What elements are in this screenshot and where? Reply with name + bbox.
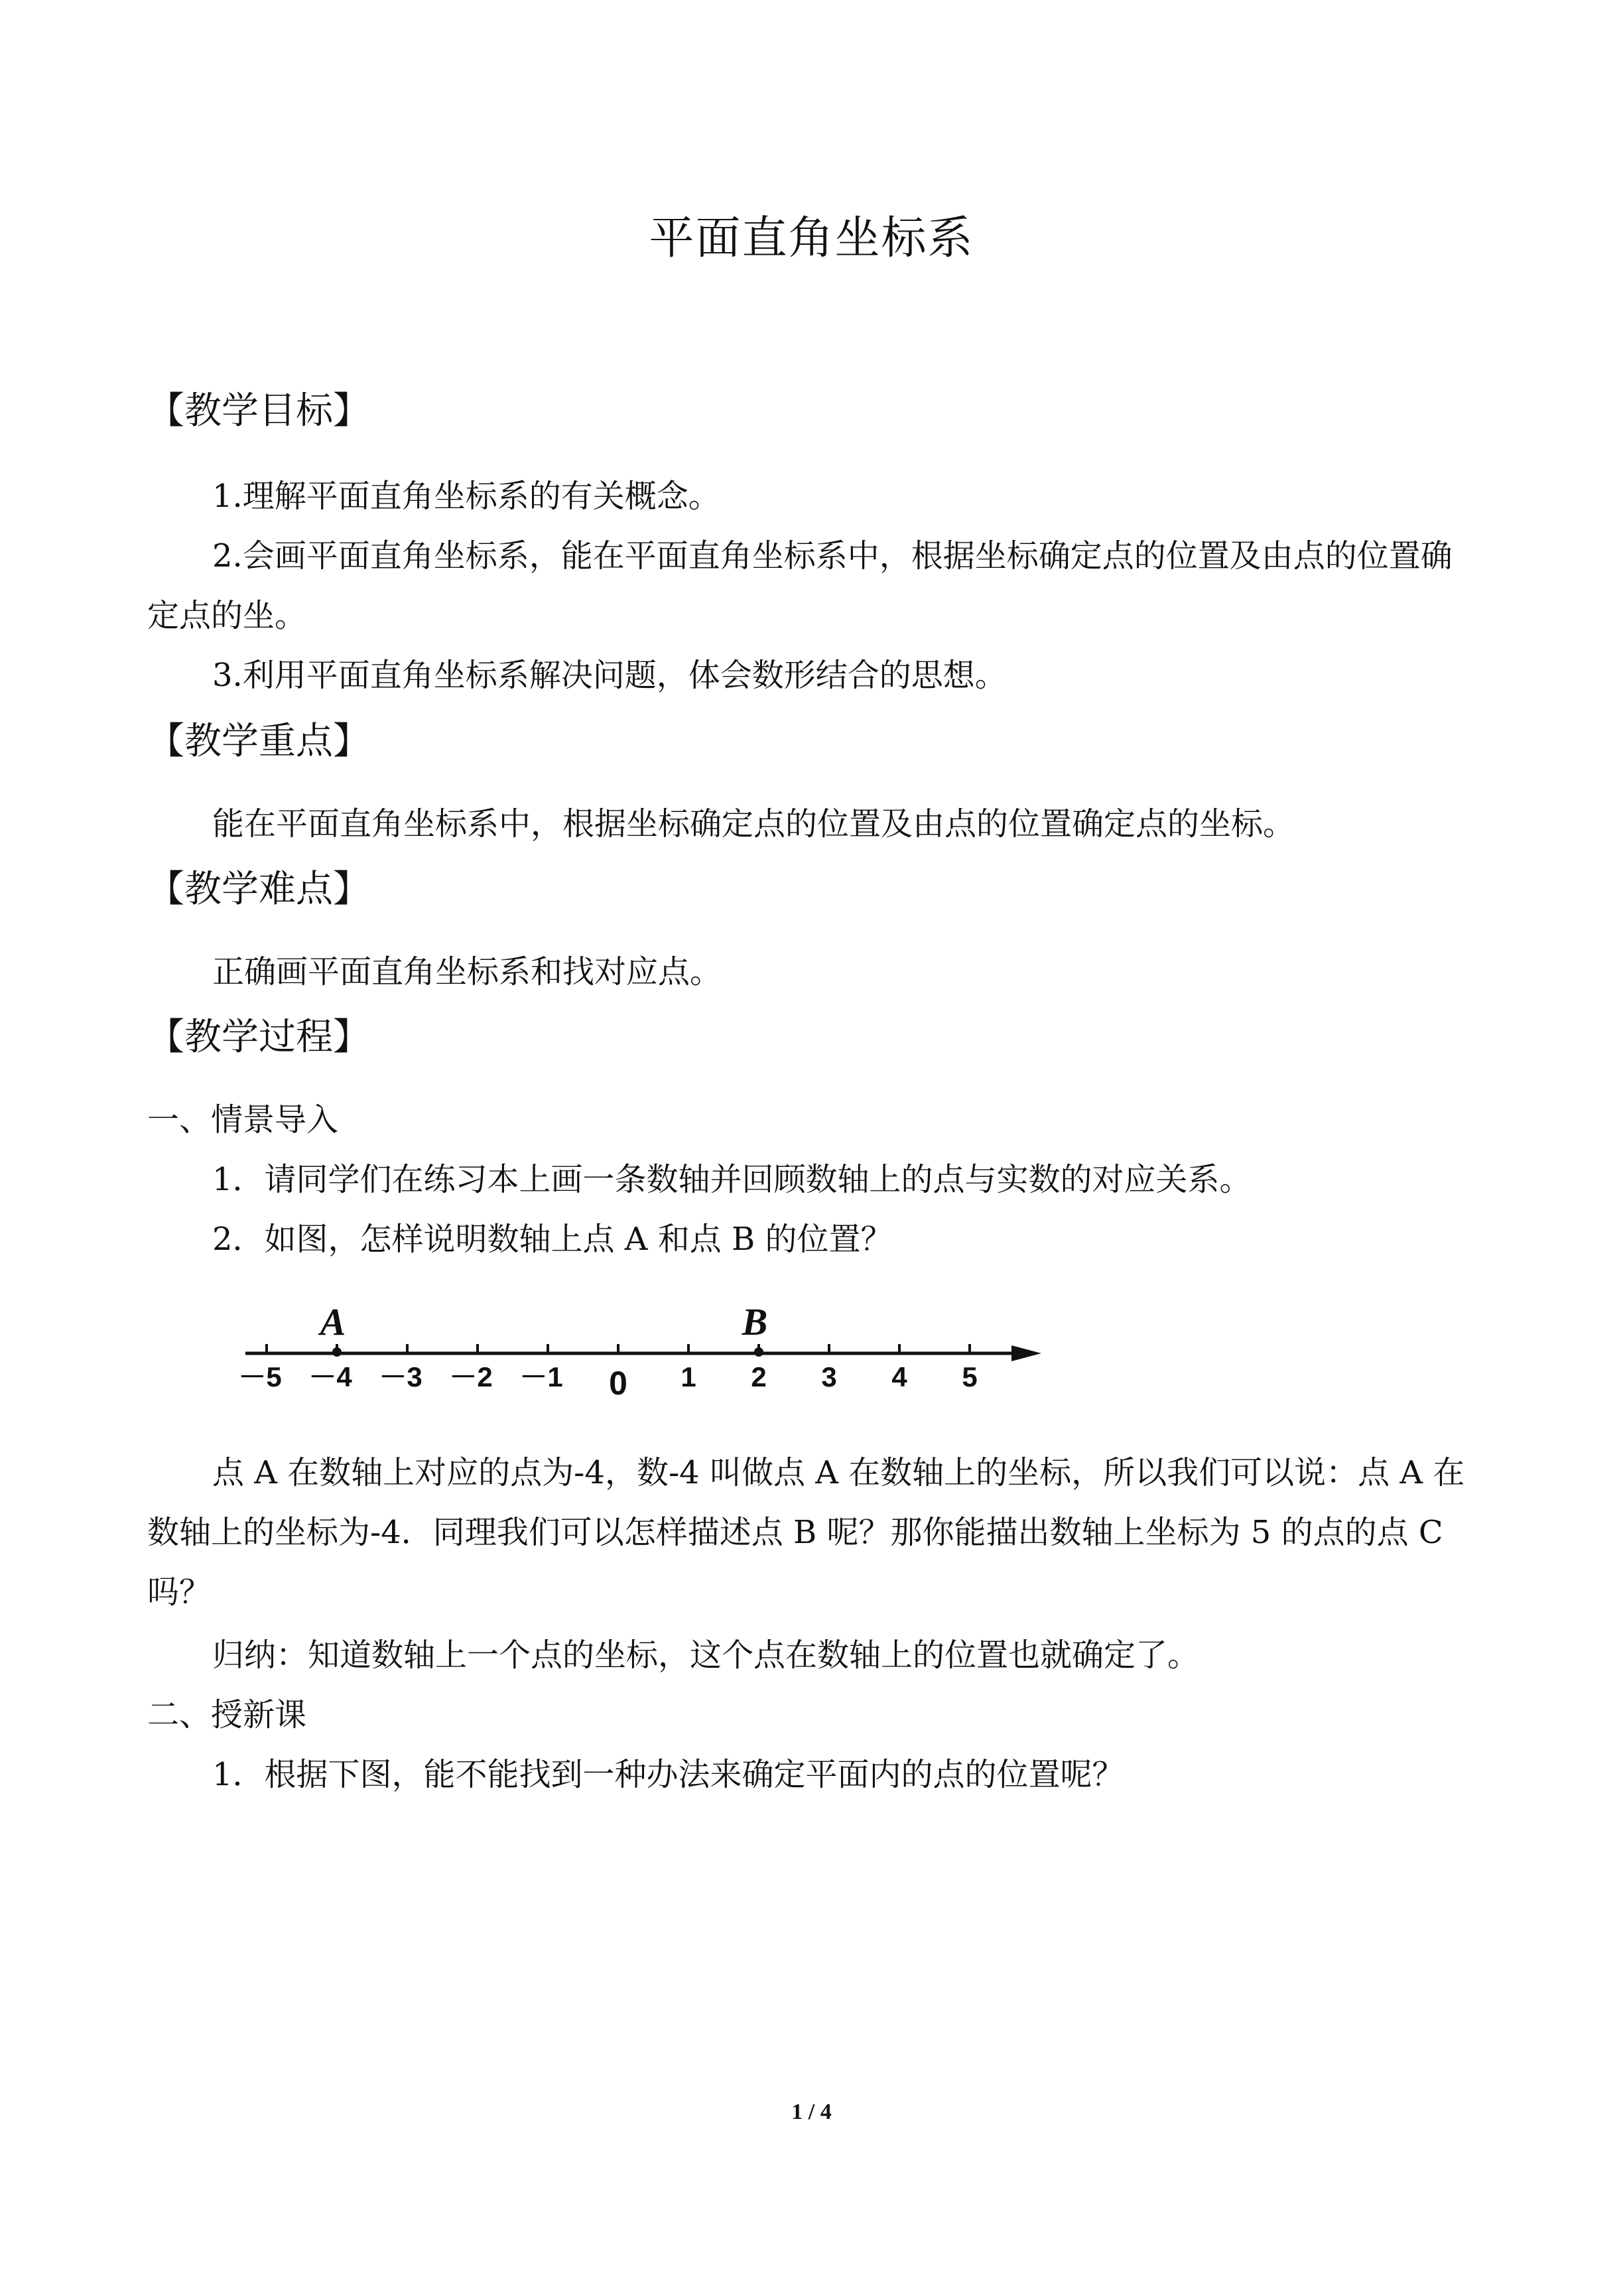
paragraph-line-1: 点 A 在数轴上对应的点为-4，数-4 叫做点 A 在数轴上的坐标，所以我们可以说：点 A 在: [212, 1454, 1465, 1491]
objective-item-3: 3.利用平面直角坐标系解决问题，体会数形结合的思想。: [212, 657, 1007, 694]
part2-item-1: 1．根据下图，能不能找到一种办法来确定平面内的点的位置呢？: [212, 1756, 1124, 1793]
number-line-tick-label: 0: [609, 1365, 627, 1402]
paragraph-line-3: 吗？: [147, 1574, 212, 1611]
number-line-tick-label: 2: [751, 1361, 767, 1392]
objectives-heading: 【教学目标】: [147, 389, 370, 433]
difficulties-text: 正确画平面直角坐标系和找对应点。: [212, 953, 722, 990]
number-line-tick-labels: [238, 1361, 977, 1402]
number-line-tick-label: 4: [891, 1361, 907, 1392]
key-points-text: 能在平面直角坐标系中，根据坐标确定点的位置及由点的位置确定点的坐标。: [212, 805, 1295, 843]
number-line-point-label-a: A: [320, 1300, 346, 1343]
number-line-tick-label: －5: [238, 1361, 282, 1392]
number-line-point-a: [332, 1347, 342, 1357]
number-line-tick-label: 5: [962, 1361, 978, 1392]
part1-heading: 一、情景导入: [147, 1101, 339, 1138]
number-line-point-b: [754, 1347, 763, 1357]
number-line-point-label-b: B: [742, 1300, 768, 1343]
number-line-tick-label: －3: [379, 1361, 422, 1392]
number-line-tick-label: 1: [681, 1361, 696, 1392]
number-line-tick-label: －2: [449, 1361, 493, 1392]
page-title: 平面直角坐标系: [649, 212, 974, 265]
part1-item-2: 2．如图，怎样说明数轴上点 A 和点 B 的位置？: [212, 1221, 893, 1258]
number-line-points: [318, 1300, 768, 1357]
difficulties-heading: 【教学难点】: [147, 868, 370, 911]
number-line-figure: [226, 1280, 1048, 1406]
objective-item-2-line-2: 定点的坐。: [147, 597, 307, 634]
number-line-tick-label: －4: [308, 1361, 352, 1392]
part2-heading: 二、授新课: [147, 1696, 307, 1733]
number-line-tick-label: 3: [821, 1361, 837, 1392]
number-line-arrow: [1011, 1345, 1041, 1361]
paragraph-line-2: 数轴上的坐标为-4．同理我们可以怎样描述点 B 呢？那你能描出数轴上坐标为 5 的点的点 C: [147, 1514, 1443, 1551]
page-indicator: 1 / 4: [791, 2100, 832, 2124]
number-line-tick-label: －1: [519, 1361, 563, 1392]
part1-item-1: 1．请同学们在练习本上画一条数轴并回顾数轴上的点与实数的对应关系。: [212, 1161, 1252, 1198]
objective-item-2-line-1: 2.会画平面直角坐标系，能在平面直角坐标系中，根据坐标确定点的位置及由点的位置确: [212, 537, 1453, 574]
summary-text: 归纳：知道数轴上一个点的坐标，这个点在数轴上的位置也就确定了。: [212, 1637, 1200, 1674]
objective-item-1: 1.理解平面直角坐标系的有关概念。: [212, 478, 720, 515]
key-points-heading: 【教学重点】: [147, 720, 370, 763]
process-heading: 【教学过程】: [147, 1016, 370, 1059]
